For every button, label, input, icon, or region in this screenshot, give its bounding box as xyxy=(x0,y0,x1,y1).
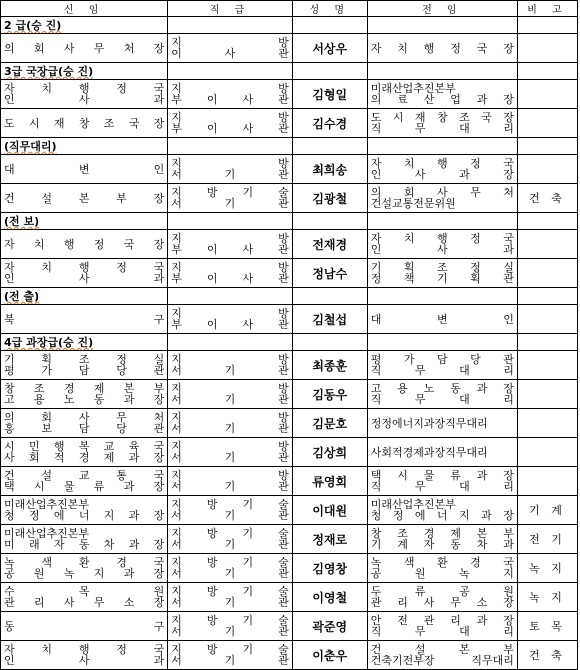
grade-cell-line: 지 방 xyxy=(171,157,289,170)
table-header-row xyxy=(1,1,578,17)
previous-post-cell-line: 건설교통전문위원 xyxy=(370,197,456,210)
section-empty-cell xyxy=(292,138,367,155)
new-post-cell-line: 고 용 노 동 과 장 xyxy=(4,393,165,406)
previous-post-cell-line: 기 계 자 동 차 과 xyxy=(370,538,514,551)
person-name: 정남수 xyxy=(292,259,367,288)
previous-post-cell xyxy=(367,305,517,334)
section-empty-cell xyxy=(292,17,367,34)
previous-post-cell-line: 청 정 에 너 지 과 장 xyxy=(370,509,514,522)
new-post-cell xyxy=(1,34,168,63)
person-name: 서상우 xyxy=(292,34,367,63)
section-label xyxy=(1,334,168,351)
grade-cell-line: 이 사 관 xyxy=(171,47,289,60)
section-empty-cell xyxy=(367,288,517,305)
grade-cell-line: 서 기 관 xyxy=(171,364,289,377)
remarks-cell: 건 축 xyxy=(517,641,577,670)
col-header-new-post: 신 임 xyxy=(1,1,168,17)
new-post-cell xyxy=(1,80,168,109)
section-empty-cell xyxy=(168,288,292,305)
previous-post-cell-line: 평 가 담 당 관 xyxy=(370,353,514,366)
section-label xyxy=(1,63,168,80)
section-empty-cell xyxy=(517,17,577,34)
section-empty-cell xyxy=(367,138,517,155)
new-post-cell-line: 자 치 행 정 국 xyxy=(4,643,165,656)
new-post-cell-line: 인 사 과 xyxy=(4,93,165,106)
previous-post-cell-line: 창 조 경 제 본 부 xyxy=(370,527,514,540)
person-name: 김형일 xyxy=(292,80,367,109)
grade-cell-line: 지 방 기 술 xyxy=(171,186,289,199)
section-label xyxy=(1,213,168,230)
grade-cell-line: 서 기 관 xyxy=(171,567,289,580)
new-post-cell-line: 의 회 사 무 처 xyxy=(4,411,165,424)
person-name: 최희송 xyxy=(292,155,367,184)
grade-cell-line: 서 기 관 xyxy=(171,509,289,522)
person-name: 이영철 xyxy=(292,583,367,612)
remarks-cell xyxy=(517,467,577,496)
grade-cell xyxy=(168,525,292,554)
new-post-cell xyxy=(1,351,168,380)
table-row xyxy=(1,351,578,380)
section-empty-cell xyxy=(292,334,367,351)
new-post-cell xyxy=(1,438,168,467)
grade-cell-line: 지 방 xyxy=(171,36,289,49)
remarks-cell: 전 기 xyxy=(517,525,577,554)
new-post-cell xyxy=(1,380,168,409)
previous-post-cell-line: 직 무 대 리 xyxy=(370,364,514,377)
grade-cell-line: 지 방 xyxy=(171,440,289,453)
person-name: 김철섭 xyxy=(292,305,367,334)
table-row xyxy=(1,612,578,641)
table-body xyxy=(1,17,578,670)
grade-cell-line: 지 방 xyxy=(171,307,289,320)
person-name: 김영창 xyxy=(292,554,367,583)
table-row xyxy=(1,525,578,554)
section-label-text: (전 보) xyxy=(4,215,40,228)
table-row xyxy=(1,34,578,63)
previous-post-cell-line: 미래산업추진본부 xyxy=(370,498,456,511)
previous-post-cell xyxy=(367,155,517,184)
section-label-text: 2 급(승 진) xyxy=(4,19,62,32)
new-post-cell-line: 도 시 재 창 조 국 장 xyxy=(4,116,165,130)
new-post-cell xyxy=(1,109,168,138)
grade-cell xyxy=(168,259,292,288)
section-row xyxy=(1,63,578,80)
grade-cell-line: 서 기 관 xyxy=(171,197,289,210)
new-post-cell-line: 사 회 적 경 제 과 장 xyxy=(4,451,165,464)
section-row xyxy=(1,288,578,305)
section-label xyxy=(1,17,168,34)
previous-post-cell xyxy=(367,467,517,496)
section-label-text: 3급 국장급(승 진) xyxy=(4,65,94,78)
grade-cell-line: 서 기 관 xyxy=(171,596,289,609)
previous-post-cell xyxy=(367,380,517,409)
section-empty-cell xyxy=(168,63,292,80)
previous-post-cell-line: 자 치 행 정 국 xyxy=(370,157,514,170)
new-post-cell-line: 청 정 에 너 지 과 장 xyxy=(4,509,165,522)
grade-cell-line: 지 방 기 술 xyxy=(171,643,289,656)
grade-cell xyxy=(168,380,292,409)
table-row xyxy=(1,438,578,467)
section-row xyxy=(1,334,578,351)
previous-post-cell xyxy=(367,259,517,288)
new-post-cell xyxy=(1,554,168,583)
grade-cell-line: 지 방 xyxy=(171,261,289,274)
remarks-cell xyxy=(517,380,577,409)
table-row xyxy=(1,259,578,288)
col-header-grade: 직 급 xyxy=(168,1,292,17)
grade-cell xyxy=(168,409,292,438)
grade-cell xyxy=(168,351,292,380)
previous-post-cell xyxy=(367,438,517,467)
grade-cell-line: 부 이 사 관 xyxy=(171,272,289,285)
person-name: 이춘우 xyxy=(292,641,367,670)
table-row xyxy=(1,467,578,496)
section-empty-cell xyxy=(367,334,517,351)
remarks-cell xyxy=(517,34,577,63)
new-post-cell-line: 인 사 과 xyxy=(4,272,165,285)
grade-cell-line: 지 방 xyxy=(171,469,289,482)
section-empty-cell xyxy=(517,138,577,155)
previous-post-cell-line: 인 사 과 xyxy=(370,243,514,256)
grade-cell-line: 지 방 기 술 xyxy=(171,527,289,540)
previous-post-cell xyxy=(367,351,517,380)
grade-cell-line: 지 방 xyxy=(171,82,289,95)
previous-post-cell-line: 인 사 과 장 xyxy=(370,168,514,181)
section-empty-cell xyxy=(517,334,577,351)
table-row xyxy=(1,409,578,438)
new-post-cell-line: 북 구 xyxy=(4,312,165,326)
grade-cell xyxy=(168,155,292,184)
grade-cell-line: 지 방 xyxy=(171,232,289,245)
person-name: 김상희 xyxy=(292,438,367,467)
new-post-cell-line: 자 치 행 정 국 장 xyxy=(4,237,165,251)
remarks-cell xyxy=(517,109,577,138)
previous-post-cell-line: 두 류 공 원 xyxy=(370,585,514,598)
new-post-cell xyxy=(1,496,168,525)
new-post-cell-line: 자 치 행 정 국 xyxy=(4,261,165,274)
new-post-cell xyxy=(1,230,168,259)
section-empty-cell xyxy=(292,63,367,80)
previous-post-cell xyxy=(367,80,517,109)
section-empty-cell xyxy=(168,213,292,230)
new-post-cell-line: 대 변 인 xyxy=(4,162,165,176)
grade-cell xyxy=(168,612,292,641)
section-empty-cell xyxy=(517,213,577,230)
grade-cell-line: 서 기 관 xyxy=(171,625,289,638)
section-empty-cell xyxy=(168,17,292,34)
previous-post-cell-line: 택 시 물 류 과 장 xyxy=(370,469,514,482)
remarks-cell xyxy=(517,305,577,334)
section-row xyxy=(1,138,578,155)
previous-post-cell xyxy=(367,583,517,612)
section-empty-cell xyxy=(517,63,577,80)
section-empty-cell xyxy=(168,334,292,351)
section-empty-cell xyxy=(292,213,367,230)
grade-cell-line: 서 기 관 xyxy=(171,422,289,435)
grade-cell xyxy=(168,80,292,109)
grade-cell-line: 서 기 관 xyxy=(171,168,289,181)
table-row xyxy=(1,641,578,670)
grade-cell xyxy=(168,34,292,63)
section-empty-cell xyxy=(168,138,292,155)
grade-cell xyxy=(168,496,292,525)
new-post-cell-line: 의 회 사 무 처 장 xyxy=(4,41,165,55)
previous-post-cell-line: 공 원 녹 지 xyxy=(370,567,514,580)
previous-post-cell-line: 정 책 기 획 관 xyxy=(370,272,514,285)
new-post-cell-line: 창 조 경 제 본 부 xyxy=(4,382,165,395)
section-row xyxy=(1,17,578,34)
new-post-cell-line: 수 목 원 xyxy=(4,585,165,598)
new-post-cell-line: 평 가 담 당 관 xyxy=(4,364,165,377)
grade-cell-line: 부 이 사 관 xyxy=(171,122,289,135)
remarks-cell xyxy=(517,155,577,184)
previous-post-cell-line: 의 료 산 업 과 장 xyxy=(370,93,514,106)
remarks-cell xyxy=(517,80,577,109)
new-post-cell-line: 미 래 자 동 차 과 장 xyxy=(4,538,165,551)
grade-cell-line: 서 기 관 xyxy=(171,538,289,551)
previous-post-cell xyxy=(367,230,517,259)
grade-cell xyxy=(168,305,292,334)
remarks-cell xyxy=(517,409,577,438)
person-name: 전재경 xyxy=(292,230,367,259)
new-post-cell-line: 건 설 본 부 장 xyxy=(4,191,165,205)
previous-post-cell xyxy=(367,184,517,213)
table-row xyxy=(1,109,578,138)
section-label-text: (전 출) xyxy=(4,290,40,303)
grade-cell xyxy=(168,554,292,583)
previous-post-cell xyxy=(367,109,517,138)
section-label xyxy=(1,288,168,305)
new-post-cell-line: 공 원 녹 지 과 장 xyxy=(4,567,165,580)
person-name: 이대원 xyxy=(292,496,367,525)
remarks-cell: 건 축 xyxy=(517,184,577,213)
person-name: 김수경 xyxy=(292,109,367,138)
table-row xyxy=(1,380,578,409)
person-name: 곽준영 xyxy=(292,612,367,641)
new-post-cell-line: 녹 색 환 경 국 xyxy=(4,556,165,569)
new-post-cell-line: 기 획 조 정 실 xyxy=(4,353,165,366)
previous-post-cell xyxy=(367,409,517,438)
person-name: 최종훈 xyxy=(292,351,367,380)
table-row xyxy=(1,305,578,334)
table-row xyxy=(1,583,578,612)
new-post-cell xyxy=(1,305,168,334)
table-row xyxy=(1,80,578,109)
previous-post-cell-line: 자 치 행 정 국 장 xyxy=(370,41,514,55)
new-post-cell-line: 미래산업추진본부 xyxy=(4,527,90,540)
new-post-cell-line: 미래산업추진본부 xyxy=(4,498,90,511)
table-row xyxy=(1,155,578,184)
table-row xyxy=(1,554,578,583)
remarks-cell xyxy=(517,230,577,259)
previous-post-cell xyxy=(367,641,517,670)
grade-cell-line: 지 방 xyxy=(171,353,289,366)
new-post-cell-line: 인 사 과 xyxy=(4,654,165,667)
grade-cell xyxy=(168,184,292,213)
person-name: 류영회 xyxy=(292,467,367,496)
previous-post-cell-line: 관 리 사 무 소 장 xyxy=(370,596,514,609)
previous-post-cell-line: 안 전 관 리 과 장 xyxy=(370,614,514,627)
previous-post-cell-line: 의 회 사 무 처 xyxy=(370,186,514,199)
grade-cell-line: 서 기 관 xyxy=(171,480,289,493)
grade-cell-line: 지 방 xyxy=(171,111,289,124)
previous-post-cell-line: 직 무 대 리 xyxy=(370,480,514,493)
previous-post-cell xyxy=(367,496,517,525)
grade-cell-line: 지 방 기 술 xyxy=(171,498,289,511)
grade-cell-line: 지 방 기 술 xyxy=(171,614,289,627)
section-empty-cell xyxy=(367,63,517,80)
person-name: 김동우 xyxy=(292,380,367,409)
person-name: 김문호 xyxy=(292,409,367,438)
new-post-cell-line: 자 치 행 정 국 xyxy=(4,82,165,95)
remarks-cell: 녹 지 xyxy=(517,583,577,612)
person-name: 정재로 xyxy=(292,525,367,554)
new-post-cell xyxy=(1,583,168,612)
col-header-previous-post: 전 임 xyxy=(367,1,517,17)
person-name: 김광철 xyxy=(292,184,367,213)
previous-post-cell-line: 도 시 재 창 조 국 장 xyxy=(370,111,514,124)
previous-post-cell-line: 건 설 본 부 xyxy=(370,643,514,656)
col-header-name: 성 명 xyxy=(292,1,367,17)
previous-post-cell-line: 직 무 대 리 xyxy=(370,625,514,638)
section-empty-cell xyxy=(517,288,577,305)
previous-post-cell-line: 고 용 노 동 과 장 xyxy=(370,382,514,395)
grade-cell xyxy=(168,438,292,467)
table-row xyxy=(1,496,578,525)
section-empty-cell xyxy=(367,213,517,230)
grade-cell xyxy=(168,109,292,138)
remarks-cell xyxy=(517,259,577,288)
remarks-cell: 녹 지 xyxy=(517,554,577,583)
previous-post-cell xyxy=(367,612,517,641)
section-label xyxy=(1,138,168,155)
grade-cell-line: 부 이 사 관 xyxy=(171,93,289,106)
previous-post-cell-line: 건축기전부장 직무대리 xyxy=(370,654,514,667)
previous-post-cell xyxy=(367,525,517,554)
remarks-cell xyxy=(517,351,577,380)
grade-cell-line: 지 방 xyxy=(171,411,289,424)
previous-post-cell-line: 녹 색 환 경 국 xyxy=(370,556,514,569)
grade-cell xyxy=(168,230,292,259)
section-label-text: (직무대리) xyxy=(4,140,57,153)
previous-post-cell-line: 직 무 대 리 xyxy=(370,393,514,406)
remarks-cell: 토 목 xyxy=(517,612,577,641)
new-post-cell xyxy=(1,467,168,496)
new-post-cell-line: 관 리 사 무 소 장 xyxy=(4,596,165,609)
new-post-cell xyxy=(1,525,168,554)
new-post-cell xyxy=(1,409,168,438)
remarks-cell xyxy=(517,438,577,467)
table-row xyxy=(1,230,578,259)
previous-post-cell-line: 대 변 인 xyxy=(370,312,514,326)
new-post-cell xyxy=(1,641,168,670)
previous-post-cell-line: 사회적경제과장직무대리 xyxy=(370,445,488,459)
section-empty-cell xyxy=(367,17,517,34)
previous-post-cell-line: 자 치 행 정 국 xyxy=(370,232,514,245)
grade-cell-line: 지 방 xyxy=(171,382,289,395)
new-post-cell xyxy=(1,155,168,184)
new-post-cell xyxy=(1,184,168,213)
previous-post-cell-line: 미래산업추진본부 xyxy=(370,82,456,95)
grade-cell-line: 서 기 관 xyxy=(171,451,289,464)
previous-post-cell xyxy=(367,554,517,583)
new-post-cell-line: 택 시 물 류 과 장 xyxy=(4,480,165,493)
new-post-cell-line: 건 설 교 통 국 xyxy=(4,469,165,482)
grade-cell xyxy=(168,583,292,612)
previous-post-cell-line: 정정에너지과장직무대리 xyxy=(370,416,488,430)
section-row xyxy=(1,213,578,230)
new-post-cell xyxy=(1,259,168,288)
grade-cell-line: 지 방 기 술 xyxy=(171,585,289,598)
grade-cell-line: 서 기 관 xyxy=(171,654,289,667)
new-post-cell xyxy=(1,612,168,641)
new-post-cell-line: 동 구 xyxy=(4,619,165,633)
grade-cell-line: 서 기 관 xyxy=(171,393,289,406)
table-row xyxy=(1,184,578,213)
remarks-cell: 기 계 xyxy=(517,496,577,525)
new-post-cell-line: 홍 보 담 당 관 xyxy=(4,422,165,435)
section-label-text: 4급 과장급(승 진) xyxy=(4,336,94,349)
previous-post-cell-line: 직 무 대 리 xyxy=(370,122,514,135)
grade-cell-line: 부 이 사 관 xyxy=(171,243,289,256)
grade-cell-line: 부 이 사 관 xyxy=(171,318,289,331)
previous-post-cell-line: 기 획 조 정 실 xyxy=(370,261,514,274)
grade-cell-line: 지 방 기 술 xyxy=(171,556,289,569)
new-post-cell-line: 시 민 행 복 교 육 국 xyxy=(4,440,165,453)
section-empty-cell xyxy=(292,288,367,305)
grade-cell xyxy=(168,467,292,496)
previous-post-cell xyxy=(367,34,517,63)
grade-cell xyxy=(168,641,292,670)
col-header-remarks: 비 고 xyxy=(517,1,577,17)
